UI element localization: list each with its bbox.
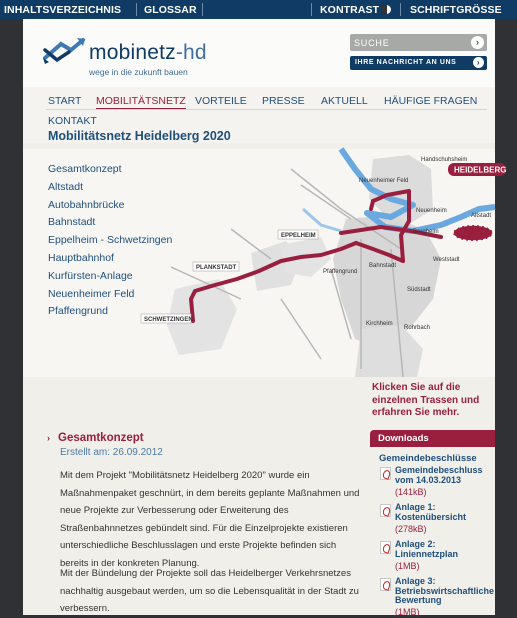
map-link-hauptbahnhof[interactable]: Hauptbahnhof [48, 251, 114, 264]
map-label-neuenheimer-feld: Neuenheimer Feld [359, 178, 409, 184]
map-link-neuenheimer-feld[interactable]: Neuenheimer Feld [48, 287, 135, 300]
divider [136, 3, 137, 16]
download-item[interactable] [380, 466, 495, 496]
map-label-plankstadt: PLANKSTADT [196, 265, 237, 271]
download-item[interactable] [380, 540, 495, 570]
map-river-branch [303, 209, 341, 231]
svg-text:HEIDELBERG: HEIDELBERG [454, 165, 507, 175]
logo-tagline: wege in die zukunft bauen [89, 67, 188, 77]
map-label-bergheim: Bergheim [413, 229, 439, 235]
map-label-altstadt: Altstadt [471, 213, 492, 219]
map-caption: Klicken Sie auf die einzelnen Trassen und erfahren Sie mehr. [372, 382, 480, 418]
map-label-weststadt: Weststadt [433, 257, 460, 263]
logo-arrows-icon[interactable] [43, 36, 87, 66]
map-link-kurfuersten-anlage[interactable]: Kurfürsten-Anlage [48, 269, 133, 282]
map-label-eppelheim: EPPELHEIM [281, 233, 316, 239]
search-submit-arrow-icon[interactable]: › [471, 36, 484, 49]
map-label-pfaffengrund: Pfaffengrund [323, 269, 358, 275]
divider [202, 3, 203, 16]
downloads-category: Gemeindebeschlüsse [379, 453, 477, 464]
map-link-altstadt[interactable]: Altstadt [48, 180, 84, 193]
map-link-gesamtkonzept[interactable]: Gesamtkonzept [48, 163, 122, 175]
divider [400, 3, 401, 16]
download-title[interactable]: Anlage 2: Liniennetzplan [395, 539, 458, 559]
nav-item-presse[interactable]: PRESSE [262, 95, 305, 107]
download-title[interactable]: Anlage 1: Kostenübersicht [395, 502, 467, 522]
message-label: IHRE NACHRICHT AN UNS [355, 59, 457, 66]
pdf-icon [380, 467, 391, 480]
download-size: (278kB) [395, 524, 427, 534]
contrast-icon [382, 5, 391, 14]
map-heidelberg-label [448, 163, 506, 176]
download-size: (141kB) [395, 487, 427, 497]
nav-divider [46, 109, 487, 110]
top-utility-bar [0, 0, 517, 19]
article-arrow-icon: › [47, 433, 50, 443]
index-link[interactable]: INHALTSVERZEICHNIS [4, 4, 122, 16]
download-item[interactable] [380, 503, 495, 533]
map-link-eppelheim-schwetzingen[interactable]: Eppelheim - Schwetzingen [48, 234, 173, 247]
nav-item-vorteile[interactable]: VORTEILE [195, 95, 247, 107]
nav-item-kontakt[interactable]: KONTAKT [48, 115, 97, 127]
divider [311, 3, 312, 16]
download-title[interactable]: Anlage 3: Betriebswirtschaftliche Bewertung [395, 576, 495, 605]
contrast-label: KONTRAST [320, 4, 380, 16]
pdf-icon [380, 504, 391, 517]
nav-item-mobilitaetsnetz[interactable]: MOBILITÄTSNETZ [96, 95, 186, 110]
downloads-header: Downloads [370, 430, 495, 447]
article-date: Erstellt am: 26.09.2012 [60, 447, 163, 458]
map-label-kirchheim: Kirchheim [366, 321, 393, 327]
downloads-panel [370, 430, 495, 615]
map-link-bahnstadt[interactable]: Bahnstadt [48, 216, 96, 229]
map-altstadt-area[interactable] [453, 225, 493, 241]
logo-suffix: -hd [175, 41, 207, 64]
search-box [350, 34, 487, 51]
header [23, 19, 495, 87]
map-label-neuenheim: Neuenheim [416, 208, 447, 214]
network-map[interactable] [141, 149, 507, 377]
map-label-bahnstadt: Bahnstadt [369, 263, 397, 269]
article-title: Gesamtkonzept [58, 432, 144, 444]
nav-item-aktuell[interactable]: AKTUELL [321, 95, 368, 107]
map-label-suedstadt: Südstadt [407, 287, 431, 293]
contrast-toggle[interactable] [320, 4, 391, 16]
download-size: (1MB) [395, 561, 420, 571]
map-label-rohrbach: Rohrbach [404, 325, 431, 331]
map-label-schwetzingen: SCHWETZINGEN [144, 317, 193, 323]
page-panel [23, 19, 507, 617]
pdf-icon [380, 541, 391, 554]
glossary-link[interactable]: GLOSSAR [144, 4, 197, 16]
nav-item-start[interactable]: START [48, 95, 82, 107]
search-input[interactable] [354, 35, 464, 50]
download-size: (1MB) [395, 607, 420, 617]
article-paragraph: Mit der Bündelung der Projekte soll das Heidelberger Verkehrsnetzes nachhaltig ausgebaut werden, um so die Lebensqualität in der Stadt zu verbessern. [60, 568, 359, 614]
logo-wordmark[interactable] [89, 41, 207, 65]
nav-item-haeufige-fragen[interactable]: HÄUFIGE FRAGEN [384, 95, 478, 107]
download-item[interactable] [380, 577, 495, 617]
pdf-icon [380, 578, 391, 591]
message-arrow-icon: › [473, 57, 484, 68]
logo-main: mobinetz [89, 41, 176, 64]
message-button[interactable] [350, 56, 487, 70]
download-title[interactable]: Gemeindebeschluss vom 14.03.2013 [395, 465, 483, 485]
map-link-pfaffengrund[interactable]: Pfaffengrund [48, 305, 108, 318]
map-district-south [355, 325, 423, 377]
map-area [23, 149, 507, 377]
font-size-link[interactable]: SCHRIFTGRÖSSE [410, 4, 502, 16]
page-title: Mobilitätsnetz Heidelberg 2020 [48, 129, 231, 143]
map-link-autobahnbruecke[interactable]: Autobahnbrücke [48, 198, 125, 211]
map-label-handschuhsheim: Handschuhsheim [421, 157, 468, 163]
article-paragraph: Mit dem Projekt "Mobilitätsnetz Heidelberg 2020" wurde ein Maßnahmenpaket geschnürt, in dem bereits geplante Maßnahmen und neue Projekte zur Verbesserung oder Erweiterung des Straßenbahnnetzes gebündelt sind. Für die Einzelprojekte existieren unterschiedliche Beschlusslagen und erste Projekte befinden sich bereits in der konkreten Planung. [60, 470, 360, 569]
